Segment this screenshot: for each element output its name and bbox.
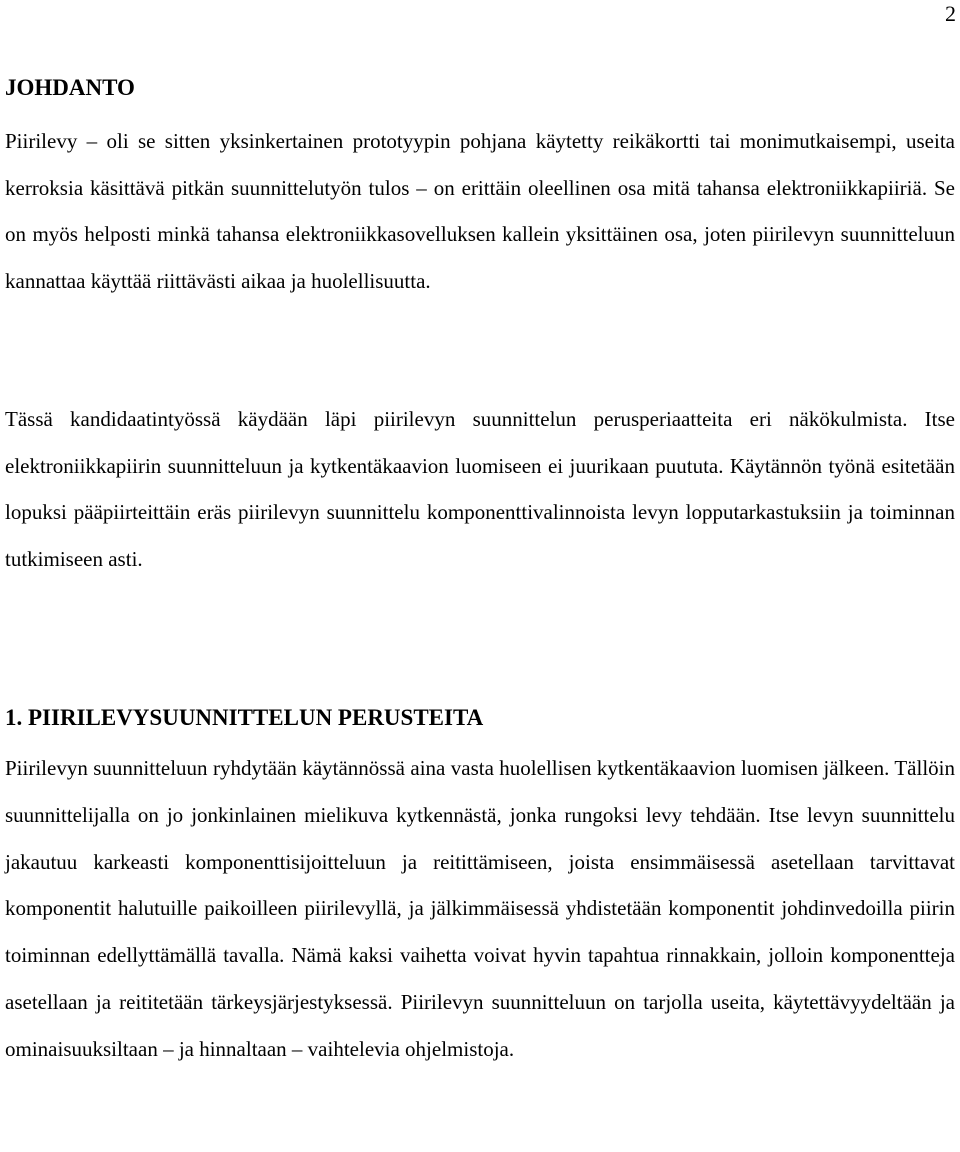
page-number: 2 (945, 1, 956, 26)
intro-heading: JOHDANTO (5, 75, 135, 100)
section-1-paragraph-1: Piirilevyn suunnitteluun ryhdytään käytännössä aina vasta huolellisen kytkentäkaavion luomisen jälkeen. Tällöin suunnittelijalla on jo jonkinlainen mielikuva kytkennästä, jonka rungoksi levy tehdään. Itse levyn suunnittelu jakautuu karkeasti komponenttisijoitteluun ja reitittämiseen, joista ensimmäisessä asetellaan tarvittavat komponentit halutuille paikoilleen piirilevyllä, ja jälkimmäisessä yhdistetään komponentit johdinvedoilla piirin toiminnan edellyttämällä tavalla. Nämä kaksi vaihetta voivat hyvin tapahtua rinnakkain, jolloin komponentteja asetellaan ja reititetään tärkeysjärjestyksessä. Piirilevyn suunnitteluun on tarjolla useita, käytettävyydeltään ja ominaisuuksiltaan – ja hinnaltaan – vaihtelevia ohjelmistoja. (5, 756, 955, 1061)
intro-paragraph-2: Tässä kandidaatintyössä käydään läpi piirilevyn suunnittelun perusperiaatteita eri näkökulmista. Itse elektroniikkapiirin suunnitteluun ja kytkentäkaavion luomiseen ei juurikaan puututa. Käytännön työnä esitetään lopuksi pääpiirteittäin eräs piirilevyn suunnittelu komponenttivalinnoista levyn lopputarkastuksiin ja toiminnan tutkimiseen asti. (5, 407, 955, 571)
section-1-heading: 1. PIIRILEVYSUUNNITTELUN PERUSTEITA (5, 705, 484, 730)
intro-paragraph-1: Piirilevy – oli se sitten yksinkertainen prototyypin pohjana käytetty reikäkortti tai monimutkaisempi, useita kerroksia käsittävä pitkän suunnittelutyön tulos – on erittäin oleellinen osa mitä tahansa elektroniikkapiiriä. Se on myös helposti minkä tahansa elektroniikkasovelluksen kallein yksittäinen osa, joten piirilevyn suunnitteluun kannattaa käyttää riittävästi aikaa ja huolellisuutta. (5, 129, 955, 293)
